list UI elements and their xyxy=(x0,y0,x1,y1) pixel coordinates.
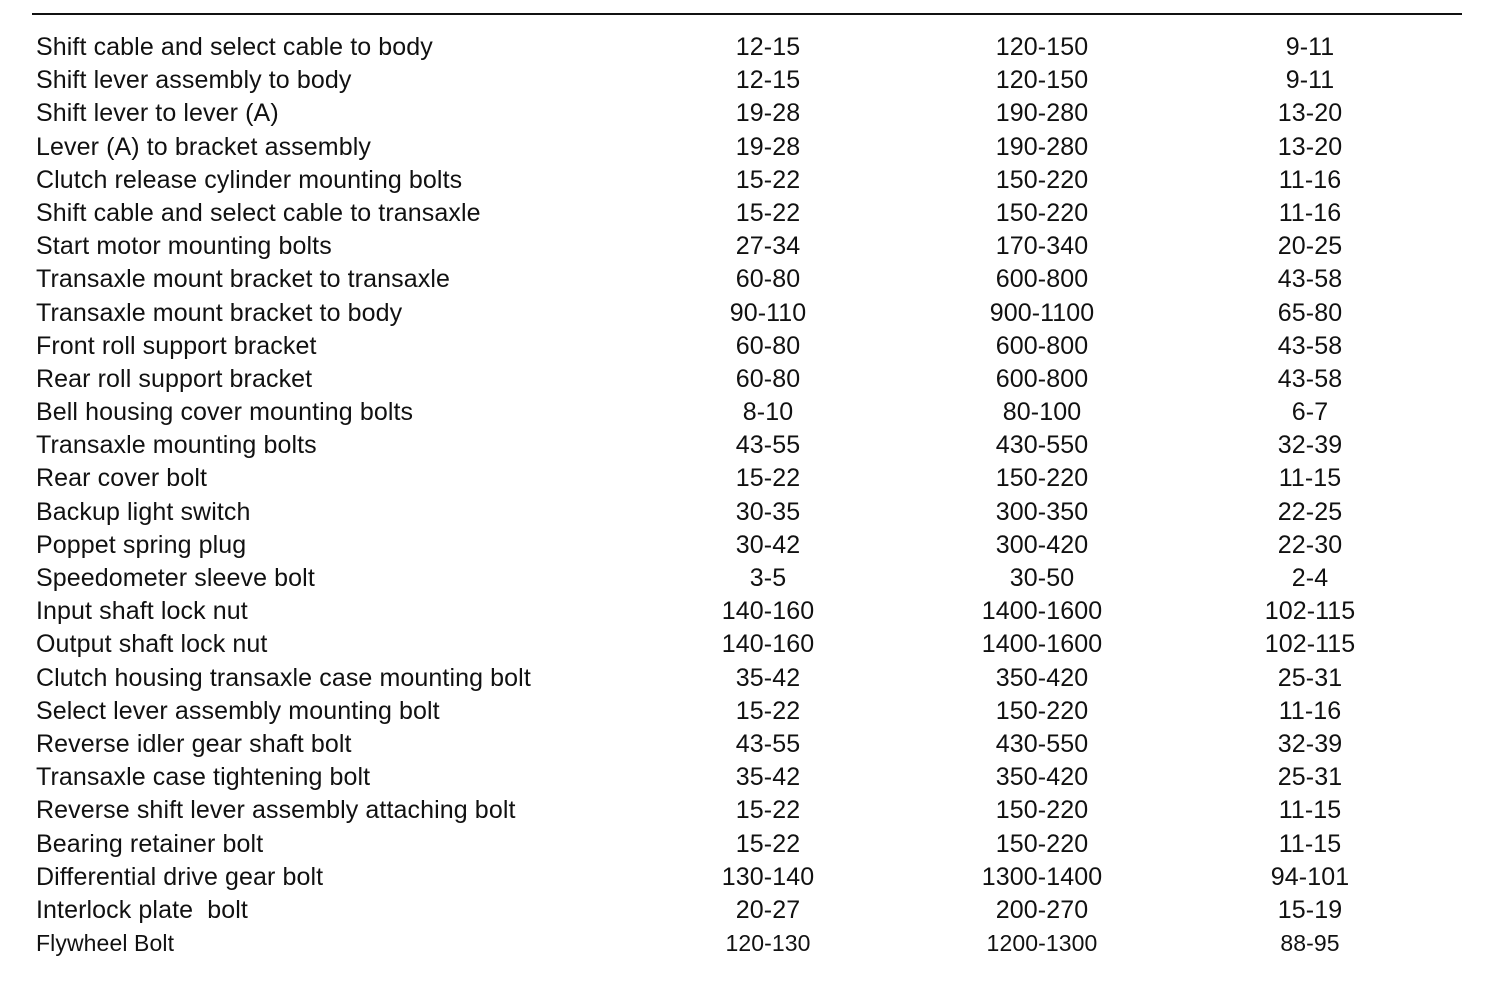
item-name: Interlock plate bolt xyxy=(36,895,248,924)
table-row xyxy=(0,695,1504,728)
value-col-1: 15-22 xyxy=(735,796,801,825)
value-col-3: 43-58 xyxy=(1277,331,1343,360)
table-row xyxy=(0,64,1504,97)
table-row xyxy=(0,628,1504,661)
value-col-1: 43-55 xyxy=(735,431,801,460)
table-row xyxy=(0,595,1504,628)
value-col-3: 13-20 xyxy=(1277,99,1343,128)
value-col-2: 350-420 xyxy=(995,663,1089,692)
value-col-1: 12-15 xyxy=(735,33,801,61)
value-col-3: 11-16 xyxy=(1278,198,1342,227)
table-row xyxy=(0,894,1504,927)
value-col-2: 150-220 xyxy=(995,796,1089,825)
table-row xyxy=(0,164,1504,197)
item-name: Clutch release cylinder mounting bolts xyxy=(36,165,463,194)
value-col-1: 27-34 xyxy=(735,232,801,261)
table-row xyxy=(0,529,1504,562)
value-col-2: 1400-1600 xyxy=(981,630,1103,659)
value-col-2: 120-150 xyxy=(995,33,1089,61)
value-col-2: 600-800 xyxy=(995,265,1089,294)
table-row xyxy=(0,761,1504,794)
value-col-3: 9-11 xyxy=(1285,33,1335,61)
value-col-3: 2-4 xyxy=(1291,564,1329,592)
table-row xyxy=(0,330,1504,363)
value-col-1: 30-42 xyxy=(735,530,801,559)
value-col-3: 65-80 xyxy=(1277,298,1343,327)
value-col-2: 1200-1300 xyxy=(986,930,1098,957)
item-name: Poppet spring plug xyxy=(36,530,247,559)
table-row xyxy=(0,496,1504,529)
table-row xyxy=(0,662,1504,695)
value-col-3: 11-15 xyxy=(1278,796,1342,825)
table-row xyxy=(0,828,1504,861)
value-col-2: 150-220 xyxy=(995,198,1089,227)
item-name: Differential drive gear bolt xyxy=(36,862,324,891)
value-col-3: 6-7 xyxy=(1291,398,1329,427)
value-col-2: 80-100 xyxy=(1002,398,1082,427)
value-col-3: 94-101 xyxy=(1270,862,1350,891)
table-row xyxy=(0,429,1504,462)
table-row xyxy=(0,562,1504,595)
item-name: Input shaft lock nut xyxy=(36,597,248,626)
value-col-2: 150-220 xyxy=(995,464,1089,493)
item-name: Backup light switch xyxy=(36,497,251,526)
item-name: Start motor mounting bolts xyxy=(36,232,332,261)
item-name: Bearing retainer bolt xyxy=(36,829,264,858)
value-col-1: 120-130 xyxy=(725,930,811,957)
item-name: Reverse shift lever assembly attaching bolt xyxy=(36,796,516,825)
value-col-2: 1400-1600 xyxy=(981,597,1103,626)
table-row xyxy=(0,197,1504,230)
item-name: Rear cover bolt xyxy=(36,464,208,493)
value-col-3: 102-115 xyxy=(1264,630,1356,659)
table-row xyxy=(0,861,1504,894)
value-col-2: 200-270 xyxy=(995,895,1089,924)
value-col-3: 20-25 xyxy=(1277,232,1343,261)
value-col-2: 170-340 xyxy=(995,232,1089,261)
item-name: Transaxle mounting bolts xyxy=(36,431,317,460)
value-col-3: 11-16 xyxy=(1278,165,1342,194)
item-name: Flywheel Bolt xyxy=(36,930,175,957)
value-col-1: 15-22 xyxy=(735,165,801,194)
item-name: Lever (A) to bracket assembly xyxy=(36,132,371,161)
value-col-1: 15-22 xyxy=(735,464,801,493)
value-col-3: 102-115 xyxy=(1264,597,1356,626)
value-col-3: 13-20 xyxy=(1277,132,1343,161)
value-col-3: 43-58 xyxy=(1277,364,1343,393)
value-col-2: 150-220 xyxy=(995,696,1089,725)
item-name: Reverse idler gear shaft bolt xyxy=(36,729,352,758)
table-row xyxy=(0,31,1504,64)
value-col-1: 19-28 xyxy=(735,99,801,128)
table-row xyxy=(0,794,1504,827)
value-col-3: 43-58 xyxy=(1277,265,1343,294)
value-col-2: 430-550 xyxy=(995,729,1089,758)
value-col-1: 140-160 xyxy=(721,597,815,626)
table-row xyxy=(0,728,1504,761)
value-col-3: 32-39 xyxy=(1277,729,1343,758)
table-row xyxy=(0,97,1504,130)
value-col-1: 140-160 xyxy=(721,630,815,659)
table-row xyxy=(0,462,1504,495)
value-col-2: 1300-1400 xyxy=(981,862,1103,891)
item-name: Shift lever assembly to body xyxy=(36,66,352,95)
value-col-3: 9-11 xyxy=(1285,66,1335,95)
value-col-2: 900-1100 xyxy=(989,298,1095,327)
value-col-3: 11-15 xyxy=(1278,464,1342,493)
value-col-3: 25-31 xyxy=(1277,663,1343,692)
table-row xyxy=(0,131,1504,164)
value-col-1: 30-35 xyxy=(735,497,801,526)
item-name: Select lever assembly mounting bolt xyxy=(36,696,440,725)
value-col-1: 60-80 xyxy=(735,265,801,294)
item-name: Shift lever to lever (A) xyxy=(36,99,279,128)
value-col-1: 43-55 xyxy=(735,729,801,758)
value-col-2: 120-150 xyxy=(995,66,1089,95)
value-col-3: 11-16 xyxy=(1278,696,1342,725)
value-col-2: 30-50 xyxy=(1009,564,1075,592)
item-name: Transaxle mount bracket to transaxle xyxy=(36,265,450,294)
value-col-1: 15-22 xyxy=(735,696,801,725)
value-col-2: 190-280 xyxy=(995,132,1089,161)
value-col-2: 300-420 xyxy=(995,530,1089,559)
value-col-3: 88-95 xyxy=(1280,930,1340,957)
value-col-3: 32-39 xyxy=(1277,431,1343,460)
value-col-1: 20-27 xyxy=(735,895,801,924)
item-name: Shift cable and select cable to body xyxy=(36,33,433,61)
item-name: Transaxle mount bracket to body xyxy=(36,298,403,327)
value-col-2: 300-350 xyxy=(995,497,1089,526)
item-name: Shift cable and select cable to transaxle xyxy=(36,198,481,227)
value-col-2: 350-420 xyxy=(995,763,1089,792)
item-name: Speedometer sleeve bolt xyxy=(36,564,315,592)
value-col-2: 600-800 xyxy=(995,364,1089,393)
value-col-2: 150-220 xyxy=(995,165,1089,194)
item-name: Bell housing cover mounting bolts xyxy=(36,398,414,427)
value-col-2: 600-800 xyxy=(995,331,1089,360)
table-row xyxy=(0,230,1504,263)
table-row xyxy=(0,396,1504,429)
value-col-2: 190-280 xyxy=(995,99,1089,128)
value-col-1: 19-28 xyxy=(735,132,801,161)
value-col-1: 35-42 xyxy=(735,763,801,792)
value-col-3: 25-31 xyxy=(1277,763,1343,792)
value-col-3: 22-30 xyxy=(1277,530,1343,559)
item-name: Output shaft lock nut xyxy=(36,630,268,659)
value-col-3: 15-19 xyxy=(1277,895,1343,924)
value-col-3: 11-15 xyxy=(1278,829,1342,858)
value-col-1: 8-10 xyxy=(742,398,794,427)
value-col-2: 150-220 xyxy=(995,829,1089,858)
value-col-1: 60-80 xyxy=(735,331,801,360)
value-col-2: 430-550 xyxy=(995,431,1089,460)
value-col-1: 3-5 xyxy=(749,564,787,592)
item-name: Clutch housing transaxle case mounting bolt xyxy=(36,663,531,692)
torque-spec-table xyxy=(0,31,1504,960)
value-col-1: 12-15 xyxy=(735,66,801,95)
value-col-3: 22-25 xyxy=(1277,497,1343,526)
table-row xyxy=(0,263,1504,296)
table-row xyxy=(0,927,1504,960)
value-col-1: 130-140 xyxy=(721,862,815,891)
value-col-1: 60-80 xyxy=(735,364,801,393)
value-col-1: 35-42 xyxy=(735,663,801,692)
value-col-1: 15-22 xyxy=(735,198,801,227)
top-rule xyxy=(32,13,1462,15)
item-name: Front roll support bracket xyxy=(36,331,317,360)
item-name: Rear roll support bracket xyxy=(36,364,313,393)
item-name: Transaxle case tightening bolt xyxy=(36,763,371,792)
table-row xyxy=(0,363,1504,396)
table-row xyxy=(0,297,1504,330)
value-col-1: 90-110 xyxy=(729,298,807,327)
value-col-1: 15-22 xyxy=(735,829,801,858)
